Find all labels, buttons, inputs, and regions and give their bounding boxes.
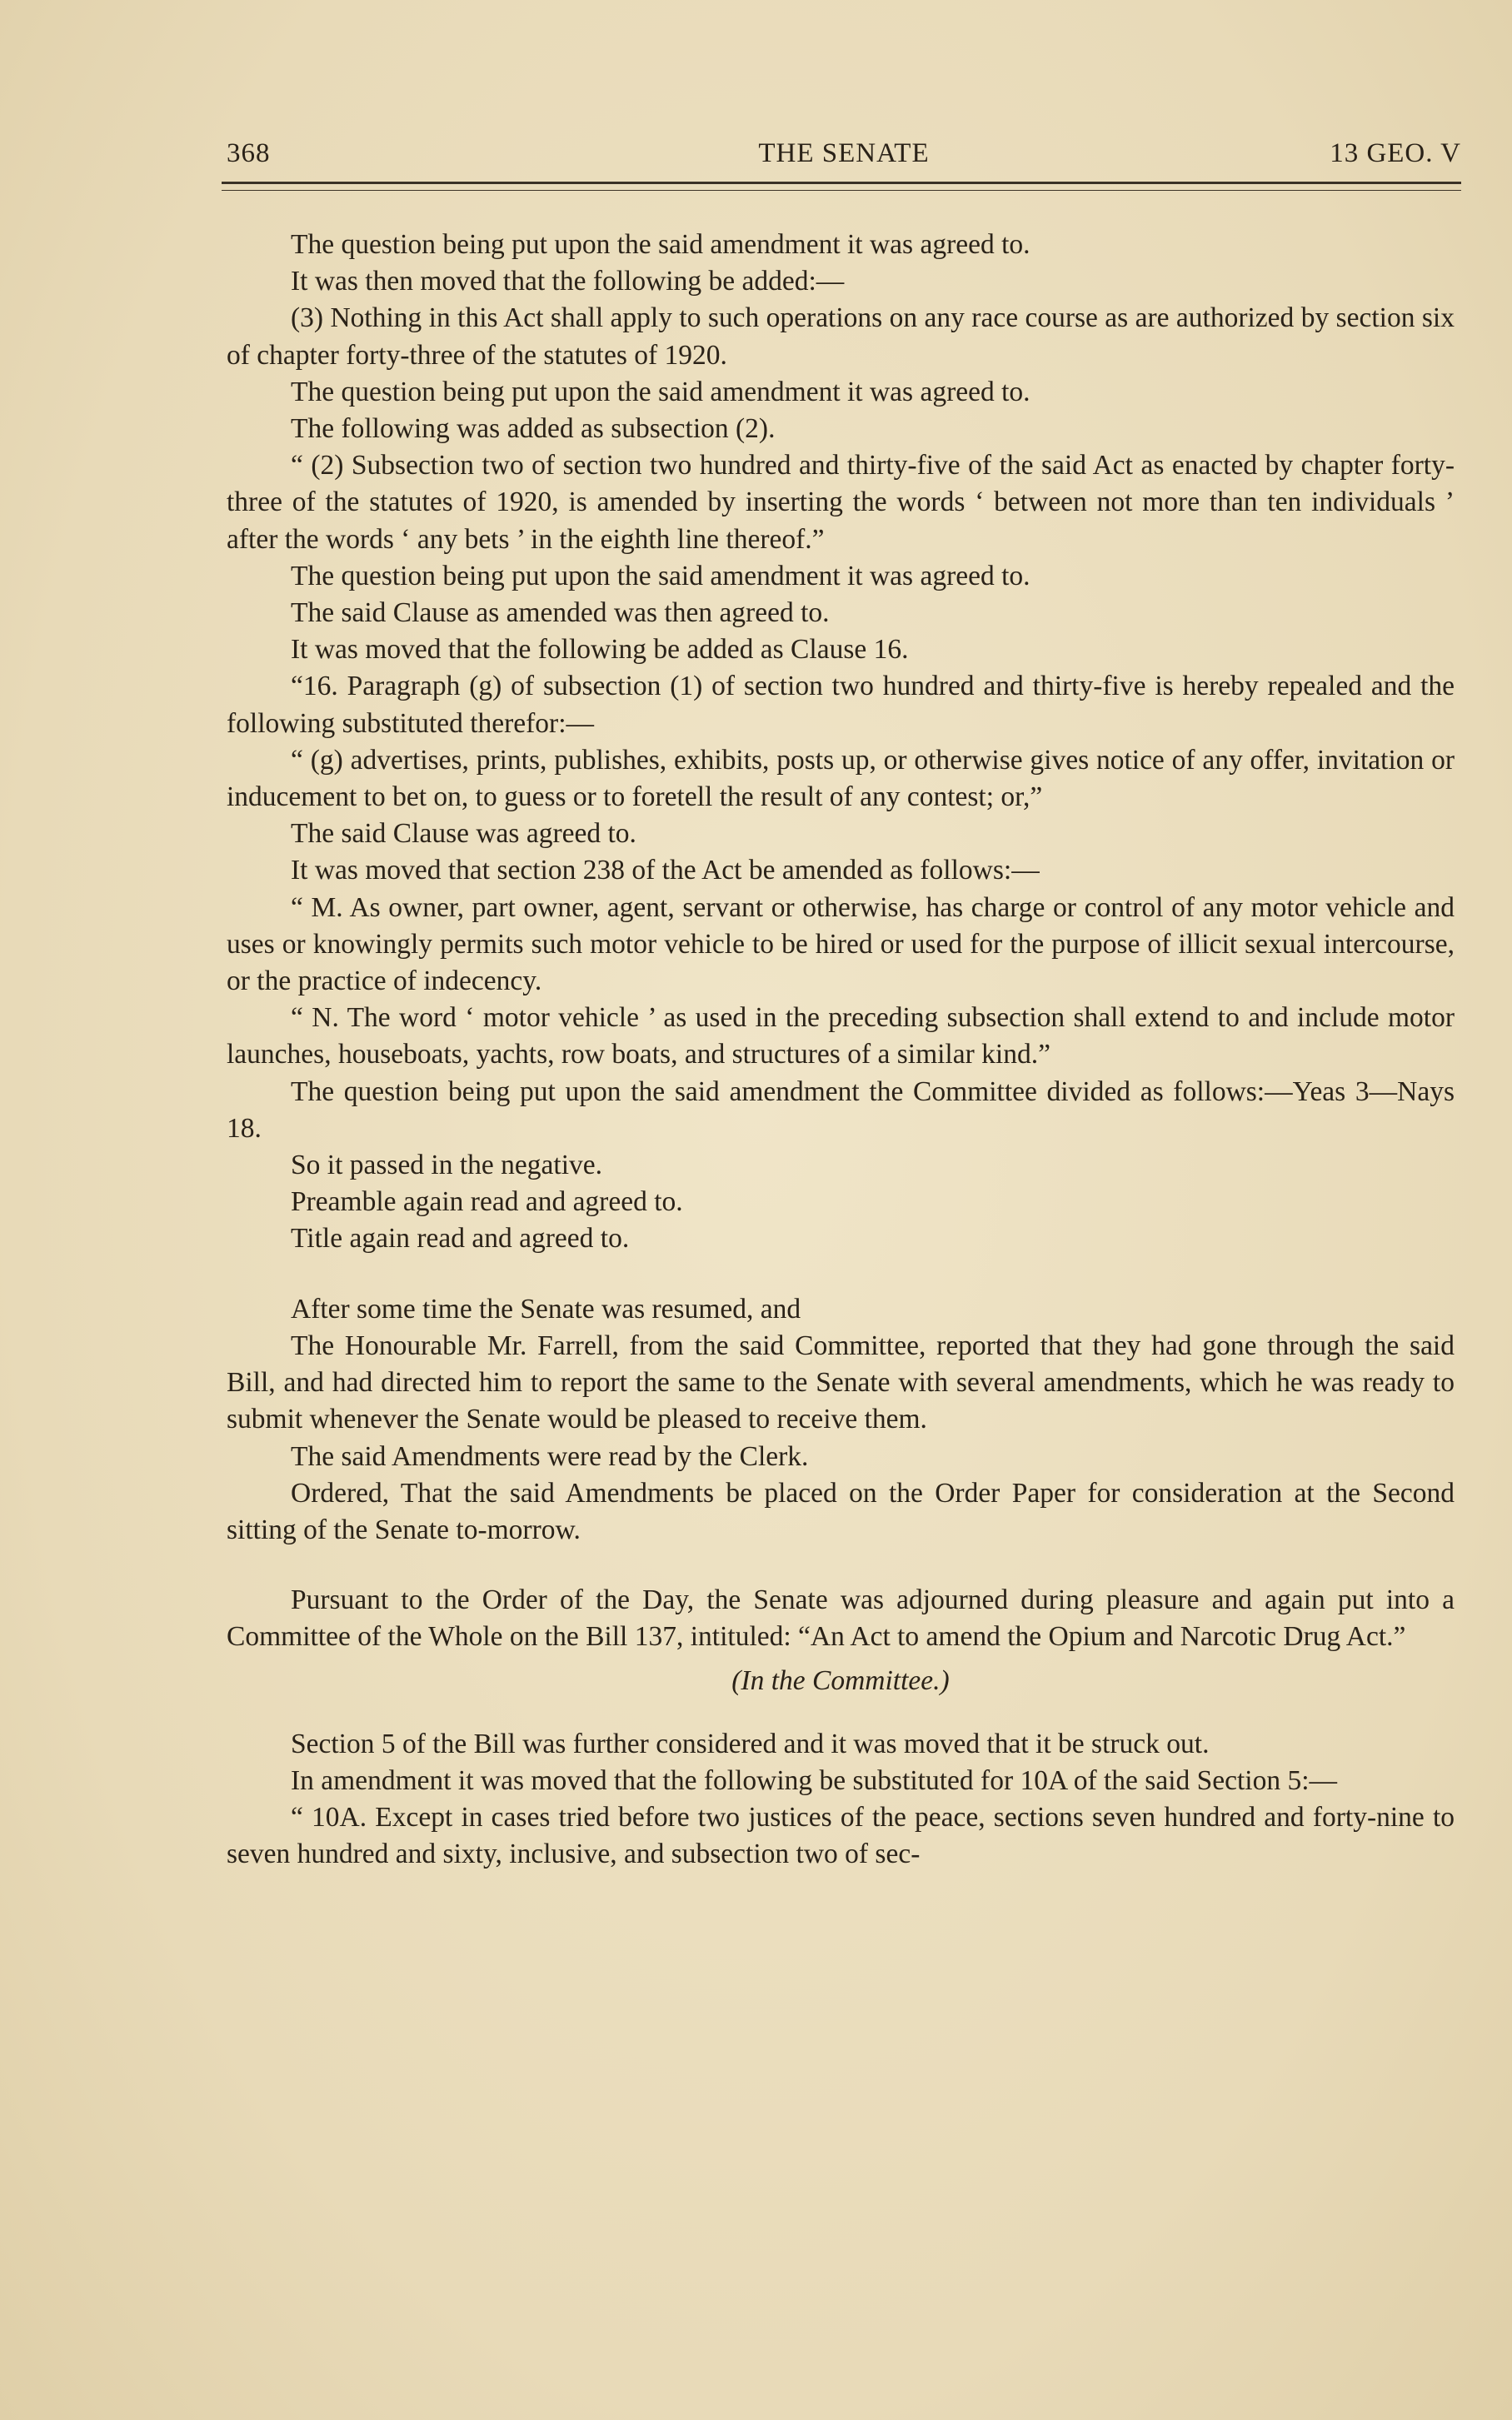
paragraph: The question being put upon the said amendment the Committee divided as follows:—Yeas 3—Nays 18. <box>227 1075 1455 1144</box>
committee-heading: (In the Committee.) <box>731 1664 950 1696</box>
running-title: THE SENATE <box>758 138 930 168</box>
body-text <box>227 227 1455 1874</box>
paragraph: The following was added as subsection (2). <box>291 413 776 445</box>
section-gap <box>227 1549 1455 1582</box>
paragraph: It was moved that the following be added as Clause 16. <box>291 634 909 666</box>
paragraph: It was moved that section 238 of the Act be amended as follows:— <box>291 855 1040 886</box>
paragraph: “ 10A. Except in cases tried before two justices of the peace, sections seven hundred and forty-nine to seven hundred and sixty, inclusive, and subsection two of sec- <box>227 1802 1455 1870</box>
paragraph: Ordered, That the said Amendments be placed on the Order Paper for consideration at the Second sitting of the Senate to-morrow. <box>227 1477 1455 1545</box>
regnal-year: 13 GEO. V <box>1330 138 1461 168</box>
paragraph: So it passed in the negative. <box>291 1150 603 1181</box>
header-rule-thick <box>222 182 1461 184</box>
page-header <box>227 138 1461 173</box>
paragraph: The question being put upon the said amendment it was agreed to. <box>291 560 1030 591</box>
paragraph: “ (2) Subsection two of section two hundred and thirty-five of the said Act as enacted by chapter forty-three of the statutes of 1920, is amended by inserting the words ‘ between not more than ten individuals ’ after the words ‘ any bets ’ in the eighth line thereof.” <box>227 450 1455 555</box>
section-gap <box>227 1258 1455 1291</box>
paragraph: The said Clause as amended was then agreed to. <box>291 597 830 629</box>
paragraph: The question being put upon the said amendment it was agreed to. <box>291 229 1030 260</box>
paragraph: Preamble again read and agreed to. <box>291 1186 683 1218</box>
paragraph: It was then moved that the following be added:— <box>291 266 845 297</box>
paragraph: “ M. As owner, part owner, agent, servant or otherwise, has charge or control of any motor vehicle and uses or knowingly permits such motor vehicle to be hired or used for the purpose of illicit sexual intercourse, or the practice of indecency. <box>227 891 1455 997</box>
paragraph: “ (g) advertises, prints, publishes, exhibits, posts up, or otherwise gives notice of any offer, invitation or inducement to bet on, to guess or to foretell the result of any contest; or,” <box>227 744 1455 813</box>
page-number: 368 <box>227 138 271 168</box>
paragraph: Title again read and agreed to. <box>291 1223 630 1255</box>
header-rule-thin <box>222 190 1461 191</box>
paragraph: Section 5 of the Bill was further considered and it was moved that it be struck out. <box>291 1728 1210 1759</box>
paragraph: In amendment it was moved that the following be substituted for 10A of the said Section 5:— <box>291 1764 1338 1796</box>
paragraph: After some time the Senate was resumed, and <box>291 1293 801 1325</box>
paragraph: The said Amendments were read by the Clerk. <box>291 1440 809 1472</box>
paragraph: Pursuant to the Order of the Day, the Senate was adjourned during pleasure and again put into a Committee of the Whole on the Bill 137, intituled: “An Act to amend the Opium and Narcotic Drug Act.” <box>227 1584 1455 1653</box>
paragraph: The said Clause was agreed to. <box>291 818 636 850</box>
paragraph: “16. Paragraph (g) of subsection (1) of section two hundred and thirty-five is hereby repealed and the following substituted therefor:— <box>227 671 1455 739</box>
paragraph: The Honourable Mr. Farrell, from the said Committee, reported that they had gone through the said Bill, and had directed him to report the same to the Senate with several amendments, which he was ready to submit whenever the Senate would be pleased to receive them. <box>227 1330 1455 1435</box>
paragraph: (3) Nothing in this Act shall apply to such operations on any race course as are authorized by section six of chapter forty-three of the statutes of 1920. <box>227 302 1455 371</box>
paragraph: The question being put upon the said amendment it was agreed to. <box>291 376 1030 407</box>
paragraph: “ N. The word ‘ motor vehicle ’ as used in the preceding subsection shall extend to and include motor launches, houseboats, yachts, row boats, and structures of a similar kind.” <box>227 1002 1455 1070</box>
